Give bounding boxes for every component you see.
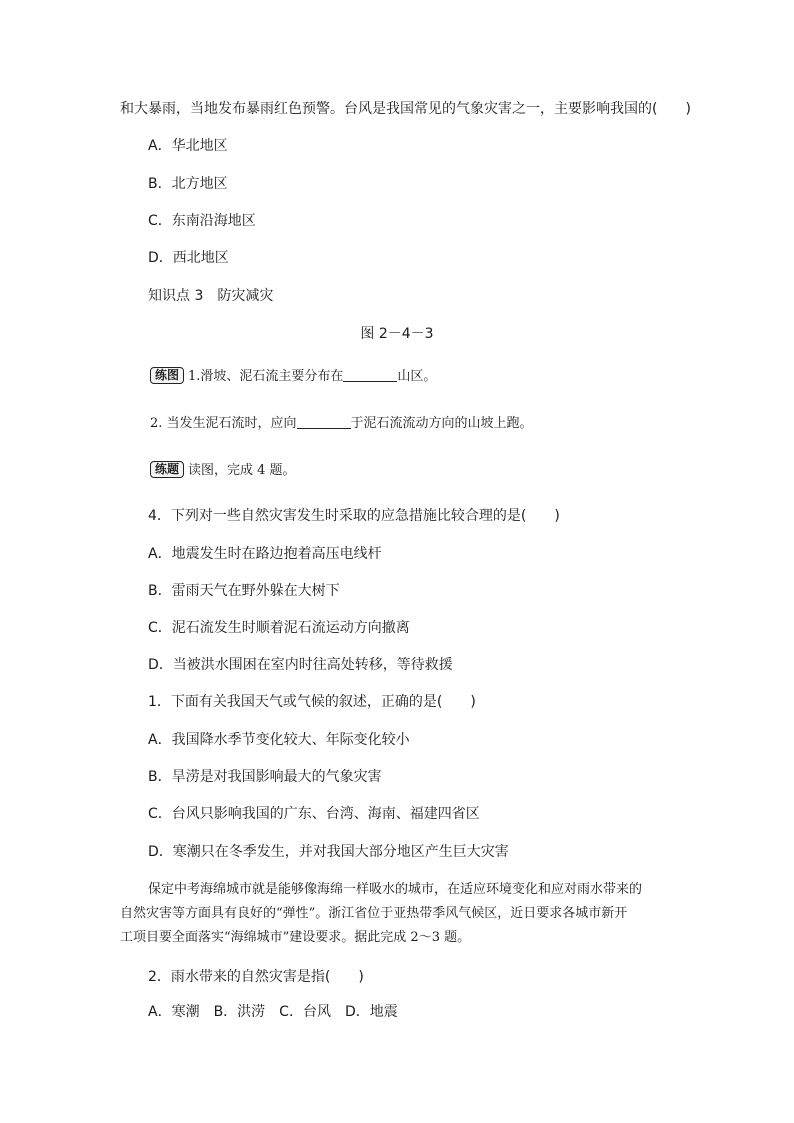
figure-caption: 图 2－4－3 (360, 326, 434, 342)
practice-figure-q1 (150, 367, 436, 387)
question-2-options: A．寒潮 B．洪涝 C．台风 D．地震 (148, 1004, 398, 1020)
q1-text-after: 山区。 (397, 369, 437, 384)
knowledge-point-heading: 知识点 3 防灾减灾 (148, 288, 274, 304)
q2-text-after: 于泥石流流动方向的山坡上跑。 (350, 416, 533, 431)
question-4-option-a: A．地震发生时在路边抱着高压电线杆 (148, 546, 382, 562)
q2-text-before: 2. 当发生泥石流时，应向 (150, 416, 297, 431)
practice-figure-badge: 练图 (150, 367, 184, 384)
option-b: B．北方地区 (148, 176, 228, 192)
option-a: A．华北地区 (148, 138, 228, 154)
passage-line-2: 自然灾害等方面具有良好的“弹性”。浙江省位于亚热带季风气候区，近日要求各城市新开 (120, 906, 628, 921)
option-d: D．西北地区 (148, 250, 229, 266)
question-4-option-b: B．雷雨天气在野外躲在大树下 (148, 583, 340, 599)
q2-blank (297, 414, 351, 429)
practice-question-badge: 练题 (150, 461, 184, 478)
q1-blank (343, 367, 397, 382)
question-1-option-b: B．旱涝是对我国影响最大的气象灾害 (148, 769, 382, 785)
question-4-option-d: D．当被洪水围困在室内时往高处转移，等待救援 (148, 657, 453, 673)
q1-text-before: 1.滑坡、泥石流主要分布在 (188, 369, 344, 384)
passage-line-3: 工项目要全面落实“海绵城市”建设要求。据此完成 2～3 题。 (120, 930, 471, 945)
question-1-option-a: A．我国降水季节变化较大、年际变化较小 (148, 732, 410, 748)
question-4-stem: 4．下列对一些自然灾害发生时采取的应急措施比较合理的是( ) (148, 508, 560, 524)
question-1-option-d: D．寒潮只在冬季发生，并对我国大部分地区产生巨大灾害 (148, 844, 509, 860)
question-2-stem: 2．雨水带来的自然灾害是指( ) (148, 969, 364, 985)
question-1-option-c: C．台风只影响我国的广东、台湾、海南、福建四省区 (148, 806, 480, 822)
passage-line-1: 保定中考海绵城市就是能够像海绵一样吸水的城市，在适应环境变化和应对雨水带来的 (148, 882, 643, 897)
practice-question-intro (150, 461, 296, 481)
practice-question-text: 读图，完成 4 题。 (188, 463, 296, 478)
option-c: C．东南沿海地区 (148, 213, 256, 229)
practice-figure-q2 (150, 414, 533, 434)
question-4-option-c: C．泥石流发生时顺着泥石流运动方向撤离 (148, 620, 410, 636)
question-stem-continuation: 和大暴雨，当地发布暴雨红色预警。台风是我国常见的气象灾害之一，主要影响我国的( ) (120, 101, 691, 117)
question-1-stem: 1．下面有关我国天气或气候的叙述，正确的是( ) (148, 694, 476, 710)
